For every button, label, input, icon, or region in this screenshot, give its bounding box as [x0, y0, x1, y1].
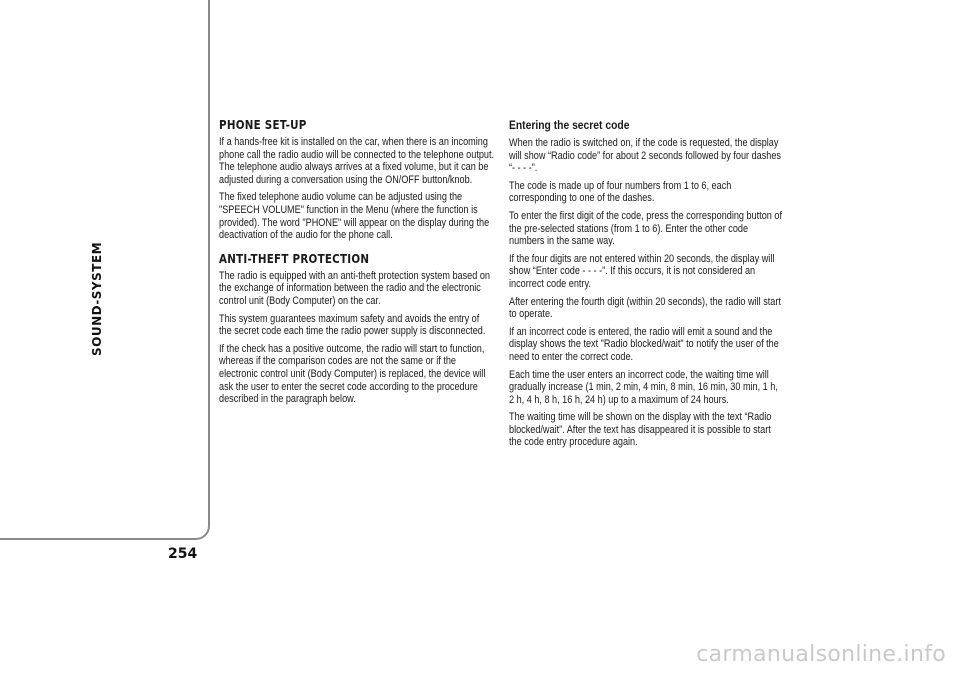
paragraph: If an incorrect code is entered, the radio will emit a sound and the display shows the text "Radio blocked/wait" to notify the user of the need to enter the correct code. [509, 325, 779, 363]
paragraph: After entering the fourth digit (within 20 seconds), the radio will start to operate. [509, 295, 781, 321]
paragraph: If a hands-free kit is installed on the car, when there is an incoming phone call the radio audio will be connected to the telephone output. The telephone audio always arrives at a fixed volume, but it can be adjusted during a conversation using the ON/OFF button/knob. [219, 136, 495, 186]
anti-theft-heading: ANTI-THEFT PROTECTION [219, 251, 370, 266]
paragraph: When the radio is switched on, if the code is requested, the display will show “Radio code” for about 2 seconds followed by four dashes “- - - -”. [509, 137, 781, 175]
secret-code-heading: Entering the secret code [509, 118, 630, 132]
paragraph: If the check has a positive outcome, the radio will start to function, whereas if the comparison codes are not the same or if the electronic control unit (Body Computer) is replaced, the device will ask the user to enter the secret code according to the procedure described in the paragraph below. [219, 342, 486, 406]
phone-setup-heading: PHONE SET-UP [219, 118, 307, 132]
section-label: SOUND-SYSTEM [90, 241, 104, 356]
paragraph: To enter the first digit of the code, press the corresponding button of the pre-selected stations (from 1 to 6). Enter the other code numbers in the same way. [509, 209, 782, 248]
paragraph: The radio is equipped with an anti-theft protection system based on the exchange of information between the radio and the electronic control unit (Body Computer) on the car. [219, 269, 490, 307]
paragraph: The waiting time will be shown on the display with the text “Radio blocked/wait”. After the text has disappeared it is possible to start the code entry procedure again. [509, 411, 772, 449]
page-number: 254 [168, 546, 198, 562]
paragraph: The code is made up of four numbers from 1 to 6, each corresponding to one of the dashes. [509, 179, 732, 205]
left-column [219, 118, 494, 411]
paragraph: If the four digits are not entered within 20 seconds, the display will show “Enter code - - - -”. If this occurs, it is not considered an incorrect code entry. [509, 252, 775, 290]
paragraph: The fixed telephone audio volume can be adjusted using the "SPEECH VOLUME" function in the Menu (where the function is provided). The word "PHONE" will appear on the display during the deactivation of the audio for the phone call. [219, 191, 490, 242]
paragraph: Each time the user enters an incorrect code, the waiting time will gradually increase (1 min, 2 min, 4 min, 8 min, 16 min, 30 min, 1 h, 2 h, 4 h, 8 h, 16 h, 24 h) up to a maximum of 24 hours. [509, 368, 778, 406]
page-margin-border [0, 0, 210, 540]
paragraph: This system guarantees maximum safety and avoids the entry of the secret code each time the radio power supply is disconnected. [219, 312, 486, 338]
right-column [509, 118, 784, 454]
watermark: carmanualsonline.info [696, 642, 946, 667]
